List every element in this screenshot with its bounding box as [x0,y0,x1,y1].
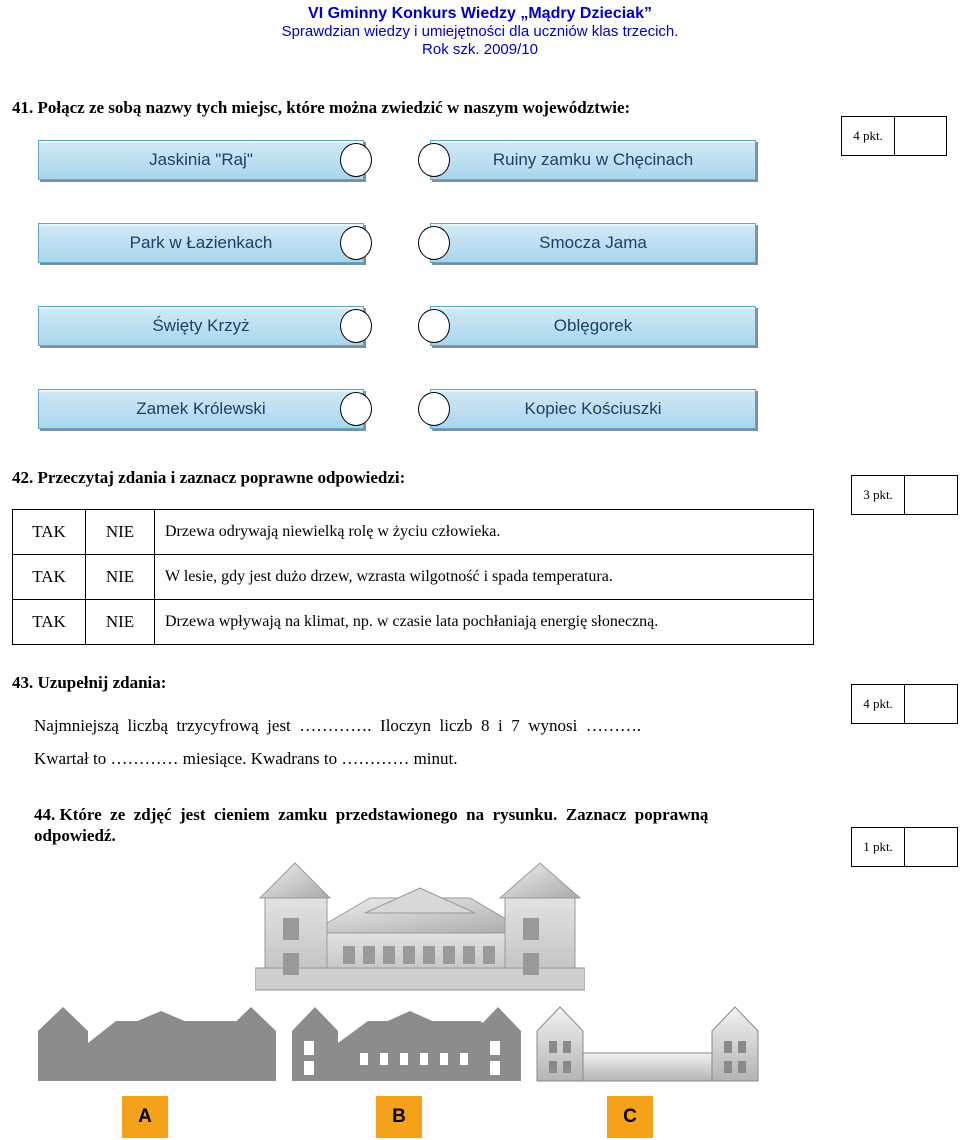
place-left-1: Jaskinia "Raj" [38,140,364,180]
connector-left-2[interactable] [340,226,372,260]
place-right-4: Kopiec Kościuszki [430,389,756,429]
q43-points-box [851,684,958,724]
option-c-label[interactable]: C [607,1096,653,1138]
place-right-2: Smocza Jama [430,223,756,263]
option-b-label[interactable]: B [376,1096,422,1138]
contest-subtitle: Sprawdzian wiedzy i umiejętności dla uczniów klas trzecich. [281,23,679,40]
table-row [13,510,814,555]
answer-nie[interactable]: NIE [86,600,155,645]
place-left-3: Święty Krzyż [38,306,364,346]
q41-points-label: 4 pkt. [842,117,895,155]
connector-left-3[interactable] [340,309,372,343]
q43-sentence-1: Najmniejszą liczbą trzycyfrową jest …………. Iloczyn liczb 8 i 7 wynosi ………. [34,716,642,735]
connector-right-2[interactable] [418,226,450,260]
q43-title: 43. Uzupełnij zdania: [12,673,167,692]
statement-text: W lesie, gdy jest dużo drzew, wzrasta wilgotność i spada temperatura. [155,555,814,600]
statement-text: Drzewa wpływają na klimat, np. w czasie lata pochłaniają energię słoneczną. [155,600,814,645]
q43-points-label: 4 pkt. [852,685,905,723]
table-row [13,600,814,645]
connector-left-4[interactable] [340,392,372,426]
table-row [13,555,814,600]
q43-score-field[interactable] [905,685,957,723]
place-left-2: Park w Łazienkach [38,223,364,263]
shadow-option-c[interactable] [535,1003,760,1083]
answer-nie[interactable]: NIE [86,555,155,600]
q44-score-field[interactable] [905,828,957,866]
q41-points-box [841,116,947,156]
true-false-table [12,509,814,645]
q42-points-box [851,475,958,515]
q44-points-label: 1 pkt. [852,828,905,866]
castle-illustration [255,858,585,993]
answer-nie[interactable]: NIE [86,510,155,555]
school-year: Rok szk. 2009/10 [422,41,538,58]
q41-score-field[interactable] [895,117,946,155]
option-a-label[interactable]: A [122,1096,168,1138]
answer-tak[interactable]: TAK [13,600,86,645]
shadow-option-a[interactable] [36,1003,281,1083]
connector-right-4[interactable] [418,392,450,426]
answer-tak[interactable]: TAK [13,555,86,600]
q42-score-field[interactable] [905,476,957,514]
connector-right-1[interactable] [418,143,450,177]
place-left-4: Zamek Królewski [38,389,364,429]
shadow-option-b[interactable] [290,1003,525,1083]
answer-tak[interactable]: TAK [13,510,86,555]
statement-text: Drzewa odrywają niewielką rolę w życiu człowieka. [155,510,814,555]
q41-title: 41. Połącz ze sobą nazwy tych miejsc, które można zwiedzić w naszym województwie: [12,98,631,117]
place-right-1: Ruiny zamku w Chęcinach [430,140,756,180]
connector-right-3[interactable] [418,309,450,343]
q43-sentence-2: Kwartał to ………… miesiące. Kwadrans to ………… minut. [34,749,458,768]
page-header [0,4,960,59]
place-right-3: Oblęgorek [430,306,756,346]
q42-points-label: 3 pkt. [852,476,905,514]
q44-title-line-1: 44. Które ze zdjęć jest cieniem zamku przedstawionego na rysunku. Zaznacz poprawną [34,805,709,824]
q44-title-line-2: odpowiedź. [34,826,116,845]
q44-points-box [851,827,958,867]
q42-title: 42. Przeczytaj zdania i zaznacz poprawne odpowiedzi: [12,468,406,487]
connector-left-1[interactable] [340,143,372,177]
contest-title: VI Gminny Konkurs Wiedzy „Mądry Dzieciak” [308,5,652,22]
